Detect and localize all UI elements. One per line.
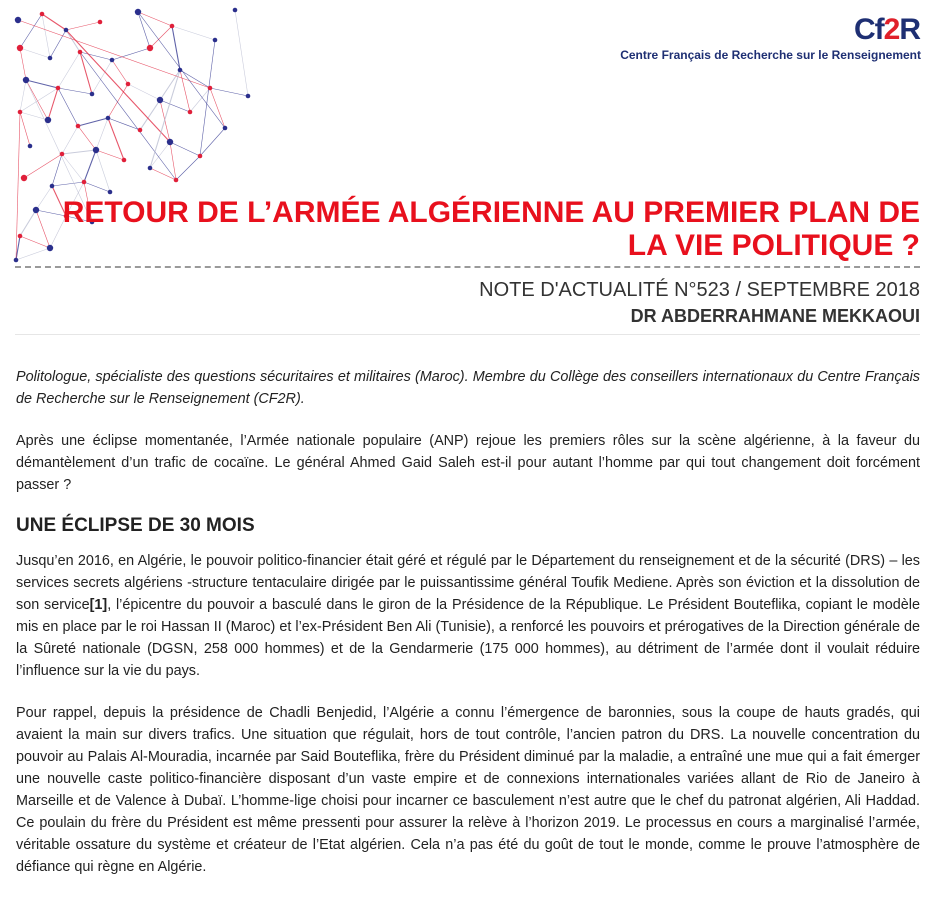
network-node bbox=[18, 110, 23, 115]
logo-subtitle: Centre Français de Recherche sur le Renseignement bbox=[620, 48, 921, 62]
network-node bbox=[17, 45, 23, 51]
network-link bbox=[200, 128, 225, 156]
network-link bbox=[210, 88, 225, 128]
network-link bbox=[66, 22, 100, 30]
author-name: DR ABDERRAHMANE MEKKAOUI bbox=[630, 306, 920, 326]
network-link bbox=[52, 182, 84, 186]
network-link bbox=[128, 84, 160, 100]
network-link bbox=[235, 10, 248, 96]
article-title: RETOUR DE L’ARMÉE ALGÉRIENNE AU PREMIER PLAN DE LA VIE POLITIQUE ? bbox=[62, 196, 920, 262]
network-node bbox=[60, 152, 65, 157]
network-node bbox=[50, 184, 55, 189]
network-node bbox=[40, 12, 45, 17]
author-bio: Politologue, spécialiste des questions sécuritaires et militaires (Maroc). Membre du Collège des conseillers internationaux du Centre Français de Recherche sur le Renseignement (CF2R). bbox=[16, 369, 920, 407]
paragraph-1 bbox=[16, 550, 920, 682]
network-link bbox=[176, 156, 200, 180]
network-node bbox=[78, 50, 83, 55]
network-link bbox=[42, 14, 50, 58]
network-node bbox=[28, 144, 33, 149]
network-node bbox=[56, 86, 61, 91]
network-link bbox=[96, 118, 108, 150]
network-node bbox=[15, 17, 21, 23]
network-link bbox=[150, 70, 180, 168]
network-link bbox=[58, 88, 92, 94]
network-link bbox=[20, 48, 26, 80]
network-link bbox=[62, 154, 84, 182]
network-node bbox=[33, 207, 39, 213]
note-number: NOTE D'ACTUALITÉ N°523 / SEPTEMBRE 2018 bbox=[479, 279, 920, 301]
article-body bbox=[16, 366, 920, 898]
network-link bbox=[58, 88, 78, 126]
network-node bbox=[106, 116, 111, 121]
network-node bbox=[208, 86, 213, 91]
paragraph-1-part-b: , l’épicentre du pouvoir a basculé dans le giron de la Présidence de la République. Le Président Bouteflika, copiant le modèle mis en place par le roi Hassan II (Maroc) et l’ex-Président Ben Ali (Tunisie), a renforcé les pouvoirs et prérogatives de la Direction générale de la Sûreté nationale (DGSN, 258 000 hommes) et de la Gendarmerie (175 000 hommes), au détriment de l’armée dont il voulait réduire l’influence sur la vie du pays. bbox=[16, 597, 920, 679]
network-link bbox=[80, 52, 176, 180]
network-link bbox=[150, 168, 176, 180]
network-link bbox=[112, 60, 128, 84]
network-link bbox=[180, 70, 190, 112]
network-node bbox=[14, 258, 19, 263]
logo-mark bbox=[854, 12, 921, 46]
network-link bbox=[20, 14, 42, 48]
cf2r-logo bbox=[620, 12, 921, 62]
network-link bbox=[80, 52, 92, 94]
network-link bbox=[20, 210, 36, 236]
network-node bbox=[178, 68, 183, 73]
section-title: UNE ÉCLIPSE DE 30 MOIS bbox=[16, 515, 255, 536]
network-link bbox=[24, 154, 62, 178]
network-link bbox=[150, 26, 172, 48]
network-link bbox=[78, 126, 96, 150]
network-node bbox=[82, 180, 87, 185]
network-node bbox=[98, 20, 103, 25]
network-link bbox=[42, 14, 66, 30]
dashed-divider bbox=[15, 266, 920, 268]
network-node bbox=[198, 154, 203, 159]
network-node bbox=[147, 45, 153, 51]
network-link bbox=[26, 80, 58, 88]
network-link bbox=[18, 20, 210, 88]
network-link bbox=[172, 26, 215, 40]
network-link bbox=[112, 48, 150, 60]
network-node bbox=[223, 126, 228, 131]
network-node bbox=[148, 166, 153, 171]
paragraph-2: Pour rappel, depuis la présidence de Chadli Benjedid, l’Algérie a connu l’émergence de baronnies, sous la coupe de hauts gradés, qui avaient la main sur divers trafics. Une situation que régulait, hors de tout contrôle, l’ancien patron du DRS. La nouvelle concentration du pouvoir au Palais Al-Mouradia, incarnée par Said Bouteflika, frère du Président diminué par la maladie, a entraîné une mue qui a fait émerger une nouvelle caste politico-financière disposant d’un vaste empire et de connexions internationales variées allant de Rio de Janeiro à Marseille et de Valence à Dubaï. L’homme-lige choisi pour incarner ce basculement n’est autre que le chef du patronat algérien, Ali Haddad. Ce poulain du frère du Président est même pressenti pour assurer la relève à l’horizon 2019. Le processus en cours a marginalisé l’armée, véritable ossature du système et créateur de l’Etat algérien. Cela n’a pas été du goût de tout le monde, comme le prouve l’atmosphère de défiance qui règne en Algérie. bbox=[16, 705, 920, 875]
network-node bbox=[93, 147, 99, 153]
network-link bbox=[160, 70, 180, 100]
network-link bbox=[20, 48, 50, 58]
network-node bbox=[45, 117, 51, 123]
network-node bbox=[188, 110, 193, 115]
thin-divider bbox=[15, 334, 920, 335]
network-link bbox=[138, 12, 150, 48]
network-link bbox=[84, 150, 96, 182]
network-link bbox=[172, 26, 180, 70]
network-link bbox=[84, 182, 110, 192]
network-node bbox=[18, 234, 23, 239]
network-link bbox=[170, 142, 200, 156]
network-link bbox=[170, 142, 176, 180]
network-node bbox=[110, 58, 115, 63]
network-link bbox=[150, 142, 170, 168]
network-link bbox=[108, 118, 140, 130]
network-node bbox=[138, 128, 143, 133]
network-node bbox=[233, 8, 238, 13]
network-node bbox=[122, 158, 127, 163]
network-node bbox=[76, 124, 81, 129]
network-link bbox=[108, 118, 124, 160]
intro-paragraph: Après une éclipse momentanée, l’Armée nationale populaire (ANP) rejoue les premiers rôles sur la scène algérienne, à la faveur du démantèlement d’un trafic de cocaïne. Le général Ahmed Gaid Saleh est-il pour autant l’homme par qui tout changement doit forcément passer ? bbox=[16, 433, 920, 493]
network-node bbox=[90, 92, 95, 97]
network-link bbox=[140, 100, 160, 130]
network-link bbox=[96, 150, 124, 160]
network-link bbox=[26, 80, 48, 120]
network-node bbox=[157, 97, 163, 103]
network-node bbox=[23, 77, 29, 83]
logo-r: R bbox=[899, 13, 921, 46]
network-link bbox=[62, 126, 78, 154]
network-link bbox=[96, 150, 110, 192]
network-node bbox=[21, 175, 27, 181]
network-node bbox=[108, 190, 113, 195]
network-link bbox=[48, 88, 58, 120]
footnote-link[interactable]: [1] bbox=[89, 597, 108, 613]
logo-2: 2 bbox=[883, 13, 900, 46]
network-node bbox=[213, 38, 218, 43]
network-node bbox=[174, 178, 179, 183]
network-link bbox=[20, 80, 26, 112]
network-node bbox=[64, 28, 69, 33]
network-node bbox=[135, 9, 141, 15]
network-link bbox=[160, 100, 190, 112]
network-node bbox=[246, 94, 251, 99]
network-link bbox=[58, 52, 80, 88]
network-link bbox=[52, 154, 62, 186]
network-link bbox=[108, 84, 128, 118]
network-node bbox=[170, 24, 175, 29]
network-link bbox=[78, 118, 108, 126]
network-node bbox=[48, 56, 53, 61]
network-node bbox=[167, 139, 173, 145]
network-node bbox=[126, 82, 131, 87]
network-link bbox=[20, 112, 30, 146]
network-link bbox=[210, 88, 248, 96]
paragraph-1-part-a: Jusqu’en 2016, en Algérie, le pouvoir politico-financier était géré et régulé par le Département du renseignement et de la sécurité (DRS) – les services secrets algériens -structure tentaculaire dirigée par le puissantissime général Toufik Mediene. Après son éviction et la dissolution de son service bbox=[16, 553, 920, 613]
logo-cf: Cf bbox=[853, 13, 884, 46]
network-link bbox=[62, 150, 96, 154]
